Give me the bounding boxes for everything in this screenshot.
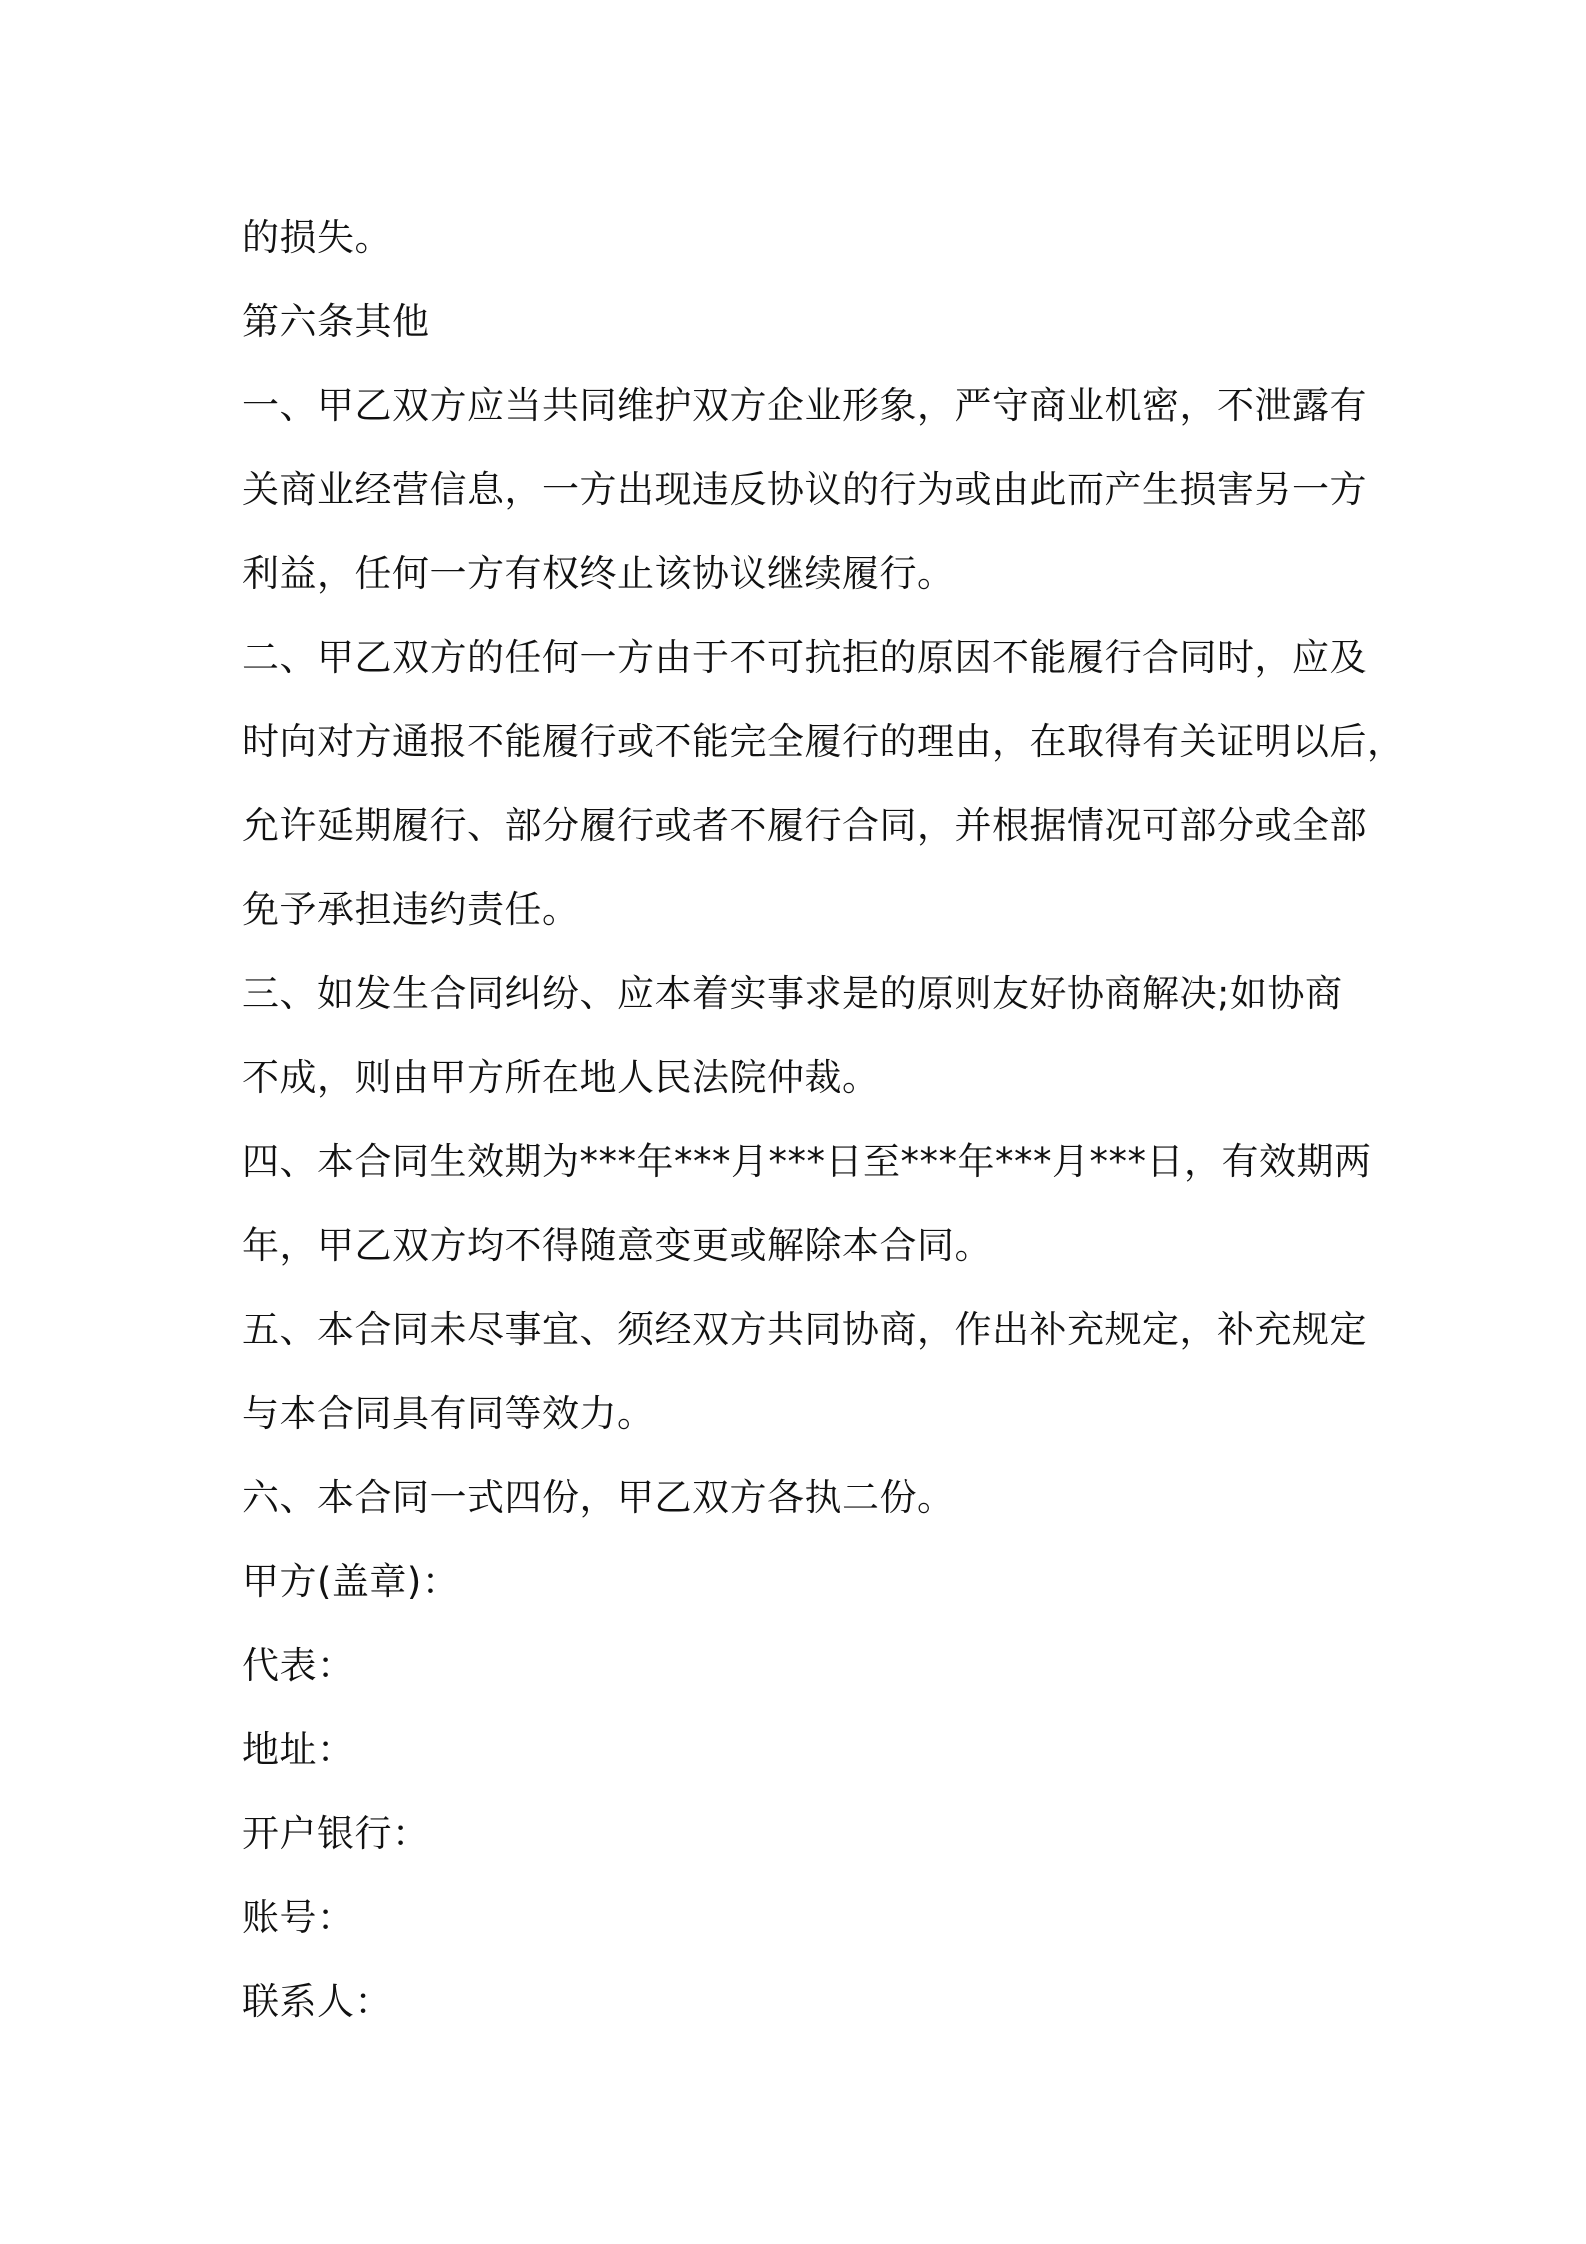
text-line: 与本合同具有同等效力。 xyxy=(242,1392,655,1435)
representative-field: 代表： xyxy=(242,1644,355,1687)
account-number-field: 账号： xyxy=(242,1896,355,1939)
document-page xyxy=(242,196,1405,2044)
address-field: 地址： xyxy=(242,1728,355,1771)
text-line: 五、本合同未尽事宜、须经双方共同协商，作出补充规定，补充规定 xyxy=(242,1308,1367,1351)
text-line: 四、本合同生效期为***年***月***日至***年***月***日，有效期两 xyxy=(242,1140,1372,1183)
text-line: 关商业经营信息，一方出现违反协议的行为或由此而产生损害另一方 xyxy=(242,468,1367,511)
text-line: 不成，则由甲方所在地人民法院仲裁。 xyxy=(242,1056,880,1099)
text-line: 的损失。 xyxy=(242,216,392,259)
text-line: 六、本合同一式四份，甲乙双方各执二份。 xyxy=(242,1476,955,1519)
text-line: 二、甲乙双方的任何一方由于不可抗拒的原因不能履行合同时，应及 xyxy=(242,636,1367,679)
text-line: 利益，任何一方有权终止该协议继续履行。 xyxy=(242,552,955,595)
text-line: 允许延期履行、部分履行或者不履行合同，并根据情况可部分或全部 xyxy=(242,804,1367,847)
text-line: 三、如发生合同纠纷、应本着实事求是的原则友好协商解决;如协商 xyxy=(242,972,1343,1015)
section-heading: 第六条其他 xyxy=(242,300,430,343)
text-line: 时向对方通报不能履行或不能完全履行的理由，在取得有关证明以后， xyxy=(242,720,1405,763)
text-line: 年，甲乙双方均不得随意变更或解除本合同。 xyxy=(242,1224,992,1267)
contact-person-field: 联系人： xyxy=(242,1980,392,2023)
bank-field: 开户银行： xyxy=(242,1812,430,1855)
text-line: 免予承担违约责任。 xyxy=(242,888,580,931)
text-line: 一、甲乙双方应当共同维护双方企业形象，严守商业机密，不泄露有 xyxy=(242,384,1367,427)
party-a-seal-field: 甲方(盖章)： xyxy=(242,1560,460,1603)
